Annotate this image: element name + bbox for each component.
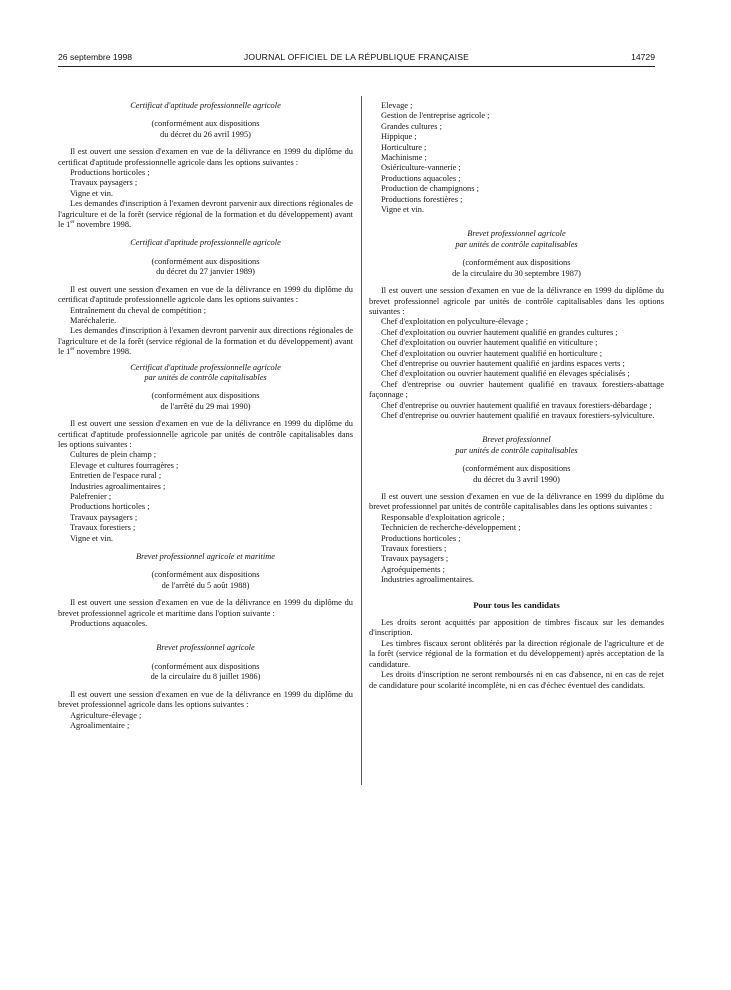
options-list [58,711,353,732]
list-item: Chef d'exploitation ou ouvrier hautement qualifié en viticulture ; [381,338,598,348]
list-item: Vigne et vin. [70,533,113,543]
options-list-continued [369,101,664,215]
list-item: Industries agroalimentaires ; [70,481,166,491]
list-item: Productions forestières ; [381,194,463,204]
section-reference [369,464,664,485]
section-bp-maritime [58,552,353,629]
reference-line: de la circulaire du 8 juillet 1986) [150,672,261,682]
list-item: Travaux paysagers ; [70,512,138,522]
list-item: Grandes cultures ; [381,121,442,131]
list-item: Agroalimentaire ; [70,720,130,730]
list-item: Technicien de recherche-développement ; [381,523,521,533]
title-line: Brevet professionnel agricole [467,229,566,239]
note-text: Les demandes d'inscription à l'examen devront parvenir aux directions régionales de l'agriculture et de la forêt (service régional de la formation et du développement) avant le 1 [58,199,353,230]
header-journal-title: JOURNAL OFFICIEL DE LA RÉPUBLIQUE FRANÇAISE [243,52,470,62]
list-item: Osiériculture-vannerie ; [381,163,461,173]
note-text: novembre 1998. [74,347,132,357]
list-item: Cultures de plein champ ; [70,450,157,460]
list-item: Entretien de l'espace rural ; [70,471,162,481]
list-item: Productions horticoles ; [381,533,461,543]
options-list [58,306,353,327]
options-list [58,168,353,199]
section-note [58,326,353,357]
list-item: Responsable d'exploitation agricole ; [381,512,505,522]
title-line: Certificat d'aptitude professionnelle agricole [130,362,281,372]
options-list [58,450,353,544]
list-item: Elevage et cultures fourragères ; [70,460,179,470]
list-item: Travaux paysagers ; [70,178,138,188]
note-text: novembre 1998. [74,220,132,230]
list-item: Chef d'exploitation en polyculture-élevage ; [381,317,529,327]
list-item: Productions aquacoles ; [381,173,461,183]
paragraph: Les droits seront acquittés par apposition de timbres fiscaux sur les demandes d'inscription. [369,618,664,638]
list-item: Travaux forestiers ; [70,523,136,533]
section-bp-agricole [58,643,353,731]
list-item: Chef d'entreprise ou ouvrier hautement qualifié en travaux forestiers-abattage façonnage ; [369,379,664,400]
section-capa-1995 [58,101,353,230]
section-note [58,199,353,230]
section-capa-ucc [58,363,353,545]
list-item: Chef d'entreprise ou ouvrier hautement qualifié en travaux forestiers-débardage ; [381,400,652,410]
column-divider [361,96,362,785]
reference-line: du décret du 3 avril 1990) [473,474,560,484]
page-header [58,52,655,66]
list-item: Productions aquacoles. [70,619,148,629]
options-list [369,513,664,586]
note-sup: er [70,219,75,226]
section-intro: Il est ouvert une session d'examen en vue de la délivrance en 1999 du diplôme du certificat d'aptitude professionnelle agricole dans les options suivantes : [58,284,353,305]
section-reference [58,257,353,278]
section-intro: Il est ouvert une session d'examen en vue de la délivrance en 1999 du diplôme du brevet professionnel agricole et maritime dans l'option suivante : [58,598,353,618]
title-line: par unités de contrôle capitalisables [455,445,578,455]
options-list [369,317,664,421]
left-column [58,101,353,731]
section-title: Certificat d'aptitude professionnelle agricole [130,101,281,110]
section-intro: Il est ouvert une session d'examen en vue de la délivrance en 1999 du diplôme du brevet professionnel agricole dans les options suivantes : [58,689,353,710]
reference-line: (conformément aux dispositions [151,391,260,401]
section-title: Brevet professionnel agricole [156,643,255,653]
section-reference [58,391,353,412]
reference-line: (conformément aux dispositions [151,256,260,266]
list-item: Chef d'entreprise ou ouvrier hautement qualifié en travaux forestiers-sylviculture. [381,410,655,420]
list-item: Industries agroalimentaires. [381,575,475,585]
title-line: par unités de contrôle capitalisables [144,372,267,382]
section-bp-agricole-ucc [369,229,664,421]
list-item: Chef d'exploitation ou ouvrier hautement qualifié en grandes cultures ; [381,327,618,337]
section-reference [58,662,353,683]
paragraph: Les droits d'inscription ne seront remboursés ni en cas d'absence, ni en cas de rejet de candidature pour scolarité incomplète, ni en cas d'échec éventuel des candidats. [369,670,664,690]
section-all-candidates [369,600,664,691]
header-rule [58,66,655,67]
list-item: Palefrenier ; [70,492,112,501]
section-title: Brevet professionnel agricole et maritime [136,552,275,562]
reference-line: (conformément aux dispositions [151,661,260,671]
reference-line: de la circulaire du 30 septembre 1987) [452,268,581,278]
list-item: Entraînement du cheval de compétition ; [70,305,207,315]
list-item: Productions horticoles ; [70,502,150,512]
section-intro: Il est ouvert une session d'examen en vue de la délivrance en 1999 du diplôme du brevet professionnel agricole par unités de contrôle capitalisables dans les options suivantes : [369,286,664,316]
title-line: par unités de contrôle capitalisables [455,239,578,249]
section-capa-1989 [58,238,353,357]
reference-line: (conformément aux dispositions [151,119,260,129]
reference-line: (conformément aux dispositions [462,464,571,474]
header-page-number: 14729 [631,52,655,62]
reference-line: du décret du 27 janvier 1989) [156,267,255,277]
list-item: Travaux forestiers ; [381,544,447,554]
list-item: Vigne et vin. [70,188,113,198]
section-title: Certificat d'aptitude professionnelle agricole [130,238,281,248]
reference-line: (conformément aux dispositions [462,258,571,268]
section-reference [58,119,353,140]
section-title [369,229,664,250]
paragraph: Les timbres fiscaux seront oblitérés par la direction régionale de l'agriculture et de la forêt (service régional de la formation et du développement) après acceptation de la candidature. [369,638,664,669]
section-intro: Il est ouvert une session d'examen en vue de la délivrance en 1999 du diplôme du certificat d'aptitude professionnelle agricole dans les options suivantes : [58,147,353,167]
list-item: Gestion de l'entreprise agricole ; [381,111,490,121]
list-item: Agroéquipements ; [381,564,445,574]
right-column [369,101,664,691]
list-item: Travaux paysagers ; [381,554,449,564]
note-sup: er [70,346,75,353]
section-title [369,435,664,456]
list-item: Machinisme ; [381,153,427,163]
list-item: Vigne et vin. [381,205,424,215]
section-reference [369,258,664,279]
list-item: Hippique ; [381,132,417,142]
list-item: Chef d'exploitation ou ouvrier hautement qualifié en élevages spécialisés ; [381,369,630,379]
list-item: Agriculture-élevage ; [70,710,142,720]
list-item: Production de champignons ; [381,184,479,194]
list-item: Maréchalerie. [70,315,117,325]
reference-line: de l'arrêté du 29 mai 1990) [160,401,251,411]
options-list [58,619,353,629]
reference-line: du décret du 26 avril 1995) [160,129,251,139]
section-intro: Il est ouvert une session d'examen en vue de la délivrance en 1999 du diplôme du brevet professionnel par unités de contrôle capitalisables dans les options suivantes : [369,492,664,512]
title-line: Brevet professionnel [482,435,551,445]
list-item: Horticulture ; [381,142,427,152]
note-text: Les demandes d'inscription à l'examen devront parvenir aux directions régionales de l'agriculture et de la forêt (service régional de la formation et du développement) avant le 1 [58,326,353,357]
section-title: Pour tous les candidats [473,599,560,610]
header-date: 26 septembre 1998 [58,52,133,62]
section-intro: Il est ouvert une session d'examen en vue de la délivrance en 1999 du diplôme du certificat d'aptitude professionnelle agricole par unités de contrôle capitalisables dans les options suivantes : [58,419,353,449]
section-reference [58,570,353,591]
list-item: Chef d'entreprise ou ouvrier hautement qualifié en jardins espaces verts ; [381,358,625,368]
section-title [58,363,353,384]
reference-line: de l'arrêté du 5 août 1988) [161,580,250,590]
list-item: Productions horticoles ; [70,168,150,178]
reference-line: (conformément aux dispositions [151,570,260,580]
list-item: Chef d'exploitation ou ouvrier hautement qualifié en horticulture ; [381,348,603,358]
list-item: Elevage ; [381,101,413,110]
section-bp-ucc [369,435,664,585]
